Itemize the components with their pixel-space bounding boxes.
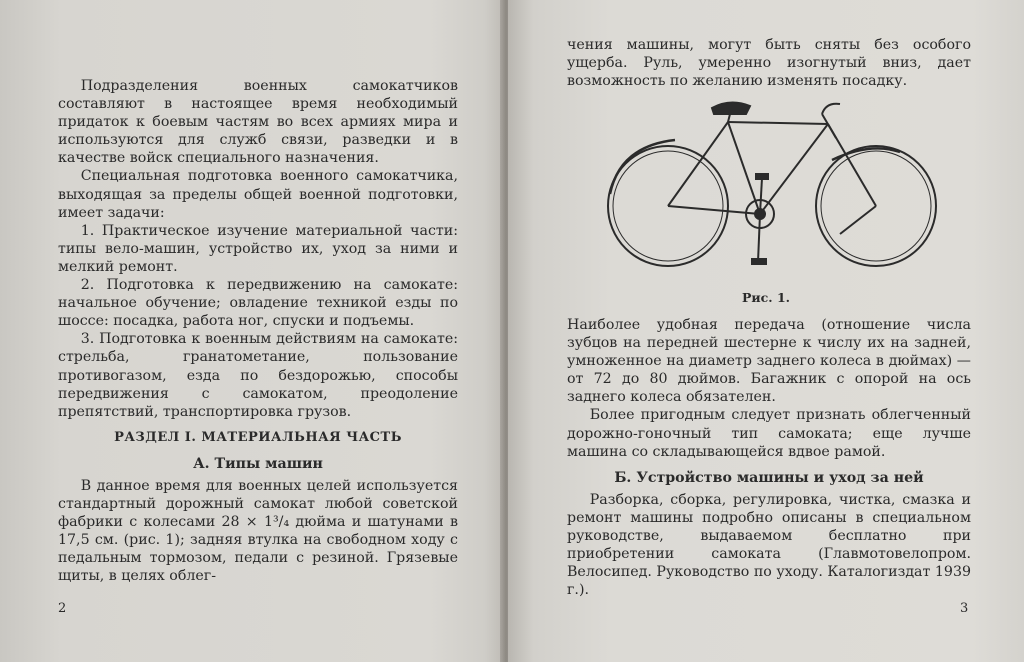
paragraph: Специальная подготовка военного самокатчика, выходящая за пределы общей военной подготовки, имеет задачи:: [58, 168, 458, 221]
left-page: [0, 0, 505, 662]
paragraph: Разборка, сборка, регулировка, чистка, смазка и ремонт машины подробно описаны в специальном руководстве, выдаваемом бесплатно при приобретении самоката (Главмотовелопром. Велосипед. Руководство по уходу. Каталогиздат 1939 г.).: [567, 491, 971, 599]
paragraph: 1. Практическое изучение материальной части: типы вело-машин, устройство их, уход за ними и мелкий ремонт.: [58, 222, 458, 275]
page-number-left: 2: [58, 601, 67, 616]
paragraph: 3. Подготовка к военным действиям на самокате: стрельба, гранатометание, пользование противогазом, езда по бездорожью, способы передвижения с самокатом, преодоление препятствий, транспортировка грузов.: [58, 331, 458, 420]
paragraph: В данное время для военных целей используется стандартный дорожный самокат любой советской фабрики с колесами 28 × 1³/₄ дюйма и шатунами в 17,5 см. (рис. 1); задняя втулка на свободном ходу с педальным тормозом, педали с резиной. Грязевые щиты, в целях облег-: [58, 477, 458, 585]
paragraph: Наиболее удобная передача (отношение числа зубцов на передней шестерне к числу их на задней, умноженное на диаметр заднего колеса в дюймах) — от 72 до 80 дюймов. Багажник с опорой на ось заднего колеса обязателен.: [567, 317, 971, 406]
paragraph: Более пригодным следует признать облегченный дорожно-гоночный тип самоката; еще лучше машина со складывающейся вдвое рамой.: [567, 407, 971, 460]
subheading-a: А. Типы машин: [193, 455, 323, 472]
left-page-text: [58, 77, 458, 586]
subheading-b: Б. Устройство машины и уход за ней: [614, 469, 924, 486]
right-page: [508, 0, 1024, 662]
paragraph: 2. Подготовка к передвижению на самокате: начальное обучение; овладение техникой езды по шоссе: посадка, работа ног, спуски и подъемы.: [58, 277, 458, 330]
section-heading: РАЗДЕЛ I. МАТЕРИАЛЬНАЯ ЧАСТЬ: [114, 429, 402, 445]
paragraph: Подразделения военных самокатчиков составляют в настоящее время необходимый придаток к боевым частям во всех армиях мира и используются для служб связи, разведки и в качестве войск специального назначения.: [58, 78, 458, 167]
right-page-top-text: [567, 36, 971, 90]
right-page-text: [567, 316, 971, 599]
bicycle-illustration-icon: [600, 94, 940, 274]
paragraph: чения машины, могут быть сняты без особого ущерба. Руль, умеренно изогнутый вниз, дает возможность по желанию изменять посадку.: [567, 37, 971, 90]
page-number-right: 3: [960, 601, 969, 616]
figure-caption: Рис. 1.: [741, 290, 791, 305]
